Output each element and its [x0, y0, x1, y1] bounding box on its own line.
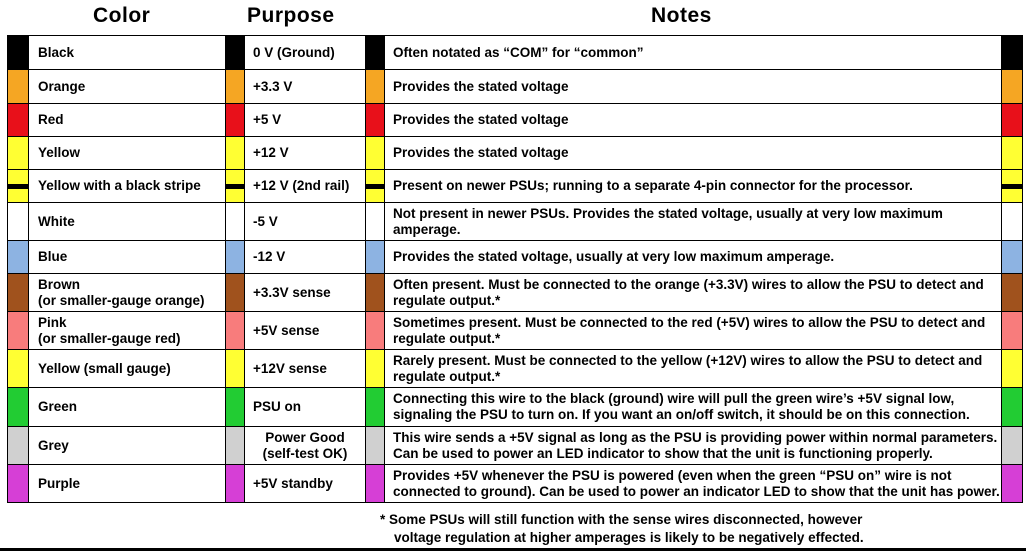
end-swatch — [1002, 274, 1023, 312]
wire-purpose-line: Power Good — [265, 429, 345, 445]
notes-swatch — [366, 170, 385, 203]
table-row — [8, 203, 1023, 241]
wire-color-name-line: Black — [38, 44, 75, 60]
header-notes: Notes — [651, 4, 712, 27]
wire-purpose-line: +5 V — [253, 112, 282, 127]
notes-swatch — [366, 465, 385, 503]
notes-swatch — [366, 203, 385, 241]
wire-color-name — [29, 274, 226, 312]
wire-purpose — [245, 388, 366, 427]
wire-purpose-line: +5V standby — [253, 475, 333, 491]
purpose-swatch — [226, 465, 245, 503]
wire-purpose — [245, 137, 366, 170]
wire-notes — [385, 241, 1002, 274]
table-row — [8, 274, 1023, 312]
wire-notes — [385, 427, 1002, 465]
wire-notes-line: Connecting this wire to the black (ground) wire will pull the green wire’s +5V signal low, — [393, 391, 955, 406]
table-row — [8, 170, 1023, 203]
color-swatch — [8, 170, 29, 203]
table-row — [8, 465, 1023, 503]
wire-purpose — [245, 104, 366, 137]
wire-color-name-line: (or smaller-gauge orange) — [38, 292, 205, 308]
wire-color-name-line: Pink — [38, 314, 67, 330]
column-headers — [0, 4, 1026, 34]
wire-notes — [385, 70, 1002, 104]
purpose-swatch — [226, 36, 245, 70]
wire-color-name — [29, 241, 226, 274]
color-swatch — [8, 465, 29, 503]
wire-notes-line: regulate output.* — [393, 368, 501, 384]
purpose-swatch — [226, 70, 245, 104]
wire-notes-line: connected to ground). Can be used to power an indicator LED to show that the unit has power. — [393, 483, 1000, 499]
wire-purpose — [245, 465, 366, 503]
notes-swatch — [366, 36, 385, 70]
table-row — [8, 36, 1023, 70]
wire-purpose-line: +12 V — [253, 145, 289, 160]
wire-notes-line: Sometimes present. Must be connected to the red (+5V) wires to allow the PSU to detect and — [393, 314, 986, 330]
wire-purpose-line: PSU on — [253, 399, 302, 414]
wire-purpose — [245, 274, 366, 312]
wire-color-name — [29, 350, 226, 388]
purpose-swatch — [226, 350, 245, 388]
notes-swatch — [366, 70, 385, 104]
footnote — [380, 511, 940, 547]
wire-purpose — [245, 427, 366, 465]
wire-color-name — [29, 465, 226, 503]
wire-notes-line: Present on newer PSUs; running to a separate 4-pin connector for the processor. — [393, 178, 913, 193]
end-swatch — [1002, 36, 1023, 70]
end-swatch — [1002, 70, 1023, 104]
wire-purpose — [245, 36, 366, 70]
notes-swatch — [366, 388, 385, 427]
purpose-swatch — [226, 274, 245, 312]
end-swatch — [1002, 350, 1023, 388]
wire-color-name-line: Blue — [38, 249, 68, 264]
purpose-swatch — [226, 241, 245, 274]
color-swatch — [8, 36, 29, 70]
notes-swatch — [366, 427, 385, 465]
wire-purpose — [245, 203, 366, 241]
header-color: Color — [93, 4, 151, 27]
wire-purpose — [245, 170, 366, 203]
wire-notes-line: Provides +5V whenever the PSU is powered (even when the green “PSU on” wire is not — [393, 467, 952, 483]
wire-color-name — [29, 70, 226, 104]
wire-color-name-line: Red — [38, 112, 64, 127]
wire-color-name-line: Yellow (small gauge) — [38, 360, 171, 376]
wire-color-table — [7, 35, 1023, 503]
wire-color-name-line: Orange — [38, 78, 86, 94]
wire-notes — [385, 36, 1002, 70]
end-swatch — [1002, 241, 1023, 274]
end-swatch — [1002, 170, 1023, 203]
wire-purpose-line: +12V sense — [253, 360, 327, 376]
purpose-swatch — [226, 427, 245, 465]
wire-purpose — [245, 350, 366, 388]
notes-swatch — [366, 350, 385, 388]
wire-color-name — [29, 388, 226, 427]
wire-color-name-line: Purple — [38, 475, 81, 491]
wire-color-name-line: Yellow with a black stripe — [38, 178, 201, 193]
color-swatch — [8, 241, 29, 274]
wire-color-name — [29, 170, 226, 203]
header-purpose: Purpose — [247, 4, 335, 27]
wire-purpose-line: -12 V — [253, 249, 286, 264]
wire-notes-line: Provides the stated voltage — [393, 112, 569, 127]
table-row — [8, 104, 1023, 137]
table-row — [8, 427, 1023, 465]
end-swatch — [1002, 388, 1023, 427]
wire-notes-line: Can be used to power an LED indicator to show that the unit is functioning properly. — [393, 445, 933, 461]
notes-swatch — [366, 104, 385, 137]
color-swatch — [8, 388, 29, 427]
wire-purpose-line: +3.3V sense — [253, 284, 331, 300]
wire-color-name-line: Brown — [38, 276, 80, 292]
wire-purpose-line: +12 V (2nd rail) — [253, 178, 350, 193]
wire-color-name — [29, 312, 226, 350]
color-swatch — [8, 137, 29, 170]
color-swatch — [8, 312, 29, 350]
wire-purpose — [245, 70, 366, 104]
table-row — [8, 312, 1023, 350]
color-swatch — [8, 203, 29, 241]
wire-color-name-line: Grey — [38, 437, 69, 453]
table-row — [8, 70, 1023, 104]
wire-color-name — [29, 137, 226, 170]
wire-color-name-line: (or smaller-gauge red) — [38, 330, 181, 346]
wire-notes-line: Often present. Must be connected to the orange (+3.3V) wires to allow the PSU to detect and — [393, 276, 984, 292]
wire-color-name-line: Green — [38, 399, 78, 414]
wire-notes-line: signaling the PSU to turn on. If you want an on/off switch, it should be on this connection. — [393, 407, 970, 422]
color-swatch — [8, 427, 29, 465]
footnote-line-1: * Some PSUs will still function with the sense wires disconnected, however — [380, 512, 863, 527]
purpose-swatch — [226, 388, 245, 427]
wire-notes-line: This wire sends a +5V signal as long as the PSU is providing power within normal parameters. — [393, 429, 998, 445]
purpose-swatch — [226, 312, 245, 350]
wire-color-name-line: White — [38, 213, 75, 229]
end-swatch — [1002, 465, 1023, 503]
wire-notes-line: Not present in newer PSUs. Provides the stated voltage, usually at very low maximum — [393, 205, 943, 221]
end-swatch — [1002, 427, 1023, 465]
color-swatch — [8, 274, 29, 312]
notes-swatch — [366, 241, 385, 274]
wire-notes — [385, 104, 1002, 137]
notes-swatch — [366, 137, 385, 170]
color-swatch — [8, 70, 29, 104]
wire-purpose — [245, 241, 366, 274]
footnote-line-2: voltage regulation at higher amperages is likely to be negatively effected. — [394, 530, 864, 545]
wire-notes-line: Provides the stated voltage — [393, 78, 569, 94]
table-row — [8, 350, 1023, 388]
end-swatch — [1002, 104, 1023, 137]
table-row — [8, 388, 1023, 427]
purpose-swatch — [226, 104, 245, 137]
wire-notes — [385, 350, 1002, 388]
end-swatch — [1002, 312, 1023, 350]
wire-notes-line: regulate output.* — [393, 330, 501, 346]
purpose-swatch — [226, 170, 245, 203]
wire-color-name-line: Yellow — [38, 145, 81, 160]
wire-notes — [385, 312, 1002, 350]
wire-purpose-line: 0 V (Ground) — [253, 44, 335, 60]
wire-notes-line: regulate output.* — [393, 292, 501, 308]
wire-purpose-line: +3.3 V — [253, 78, 293, 94]
wire-notes-line: Often notated as “COM” for “common” — [393, 44, 644, 60]
wire-purpose-line: -5 V — [253, 213, 278, 229]
color-swatch — [8, 104, 29, 137]
end-swatch — [1002, 137, 1023, 170]
wire-notes — [385, 388, 1002, 427]
wire-notes — [385, 274, 1002, 312]
wire-notes — [385, 203, 1002, 241]
wire-color-name — [29, 427, 226, 465]
notes-swatch — [366, 274, 385, 312]
notes-swatch — [366, 312, 385, 350]
wire-color-name — [29, 203, 226, 241]
wire-notes — [385, 465, 1002, 503]
purpose-swatch — [226, 137, 245, 170]
color-swatch — [8, 350, 29, 388]
wire-notes-line: Provides the stated voltage — [393, 145, 569, 160]
table-row — [8, 137, 1023, 170]
wire-notes-line: Rarely present. Must be connected to the yellow (+12V) wires to allow the PSU to detect and — [393, 352, 983, 368]
wire-notes — [385, 170, 1002, 203]
wire-color-name — [29, 104, 226, 137]
wire-notes-line: Provides the stated voltage, usually at very low maximum amperage. — [393, 249, 835, 264]
wire-purpose-line: (self-test OK) — [262, 445, 348, 461]
wire-notes-line: amperage. — [393, 221, 461, 237]
wire-purpose-line: +5V sense — [253, 322, 320, 338]
table-row — [8, 241, 1023, 274]
wire-color-name — [29, 36, 226, 70]
wire-purpose — [245, 312, 366, 350]
end-swatch — [1002, 203, 1023, 241]
purpose-swatch — [226, 203, 245, 241]
wire-notes — [385, 137, 1002, 170]
